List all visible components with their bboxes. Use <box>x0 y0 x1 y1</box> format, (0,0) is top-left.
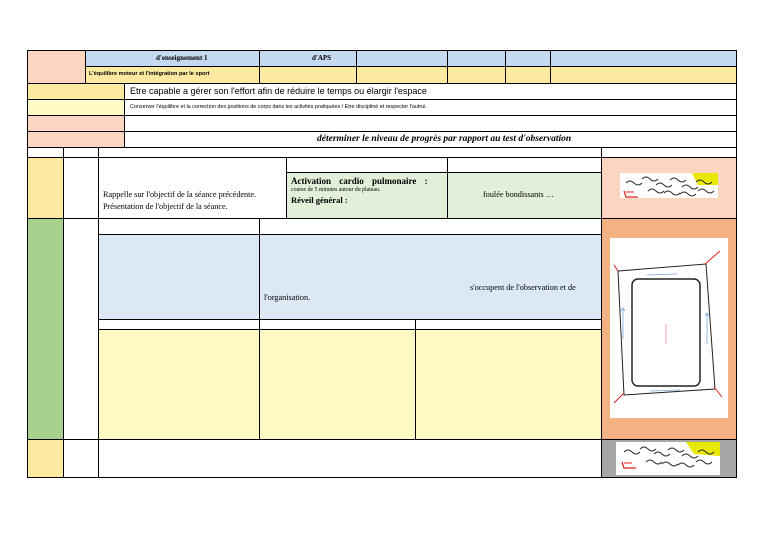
main-head-1 <box>98 218 260 235</box>
header-cell-7 <box>550 50 737 67</box>
main-phase-cell <box>27 218 64 440</box>
subtitle-cell-4 <box>447 66 506 84</box>
main-time-cell <box>63 218 99 440</box>
activation-detail: course de 5 minutes autour du plateau. <box>291 187 381 193</box>
objective-label-1 <box>27 83 125 100</box>
subtitle: L'équilibre moteur et l'intégration par le sport <box>89 71 210 77</box>
subtitle-cell-5 <box>505 66 551 84</box>
header-aps-cell <box>259 50 357 67</box>
foulee-text: foulée bondissants … <box>483 190 554 199</box>
header-cell-6 <box>505 50 551 67</box>
intro-time-cell <box>63 157 99 219</box>
main-detail-cell-2 <box>259 329 416 440</box>
cooldown-illustration <box>602 440 736 477</box>
observation-text: s'occupent de l'observation et de <box>470 283 576 292</box>
bounding-strides-illustration <box>602 158 736 218</box>
objective-general-cell <box>124 83 737 100</box>
evaluation-cell <box>124 131 737 148</box>
intro-line-1: Rappelle sur l'objectif de la séance précédente. <box>103 190 257 199</box>
header-enseignement: d'enseignement 1 <box>156 54 208 62</box>
header-cell-5 <box>447 50 506 67</box>
subtitle-cell <box>85 66 260 84</box>
subtitle-cell-2 <box>259 66 357 84</box>
subtitle-cell-6 <box>550 66 737 84</box>
subtitle-cell-3 <box>356 66 448 84</box>
header-aps: d'APS <box>312 54 332 62</box>
main-detail-cell-3 <box>415 329 602 440</box>
main-head-2 <box>259 218 602 235</box>
main-detail-cell-1 <box>98 329 260 440</box>
final-content-cell <box>98 439 602 478</box>
final-phase-cell <box>27 439 64 478</box>
objective-blank-cell <box>124 115 737 132</box>
main-organisation-cell <box>259 234 602 320</box>
foulee-head-cell <box>447 157 602 173</box>
activation-cell <box>286 172 448 219</box>
intro-phase-cell <box>27 157 64 219</box>
activation-title: Activation cardio pulmonaire : <box>291 176 428 186</box>
objective-specific-cell <box>124 99 737 116</box>
intro-illustration-cell <box>601 157 737 219</box>
intro-content-cell <box>98 157 287 219</box>
foulee-cell <box>447 172 602 219</box>
final-illustration-cell <box>601 439 737 478</box>
reveil-general: Réveil général : <box>291 195 348 205</box>
objective-label-2 <box>27 99 125 116</box>
field-diagram-illustration <box>602 219 736 439</box>
main-situation-cell <box>98 234 260 320</box>
header-corner-cell <box>27 50 86 84</box>
organisation-text: l'organisation. <box>264 293 311 302</box>
objective-specific: Conserver l'équilibre et la correction des positions de corps dans les activités pratiquées / Etre discipliné et respecter l'autrui. <box>130 104 427 110</box>
objective-label-4 <box>27 131 125 148</box>
evaluation-text: déterminer le niveau de progrès par rapport au test d'observation <box>317 134 572 144</box>
header-enseignement-cell <box>85 50 260 67</box>
objective-label-3 <box>27 115 125 132</box>
objective-general: Etre capable a gérer son l'effort afin de réduire le temps ou élargir l'espace <box>130 86 427 96</box>
activation-head-cell <box>286 157 448 173</box>
final-time-cell <box>63 439 99 478</box>
main-illustration-cell <box>601 218 737 440</box>
intro-line-2: Présentation de l'objectif de la séance. <box>103 202 228 211</box>
header-cell-4 <box>356 50 448 67</box>
